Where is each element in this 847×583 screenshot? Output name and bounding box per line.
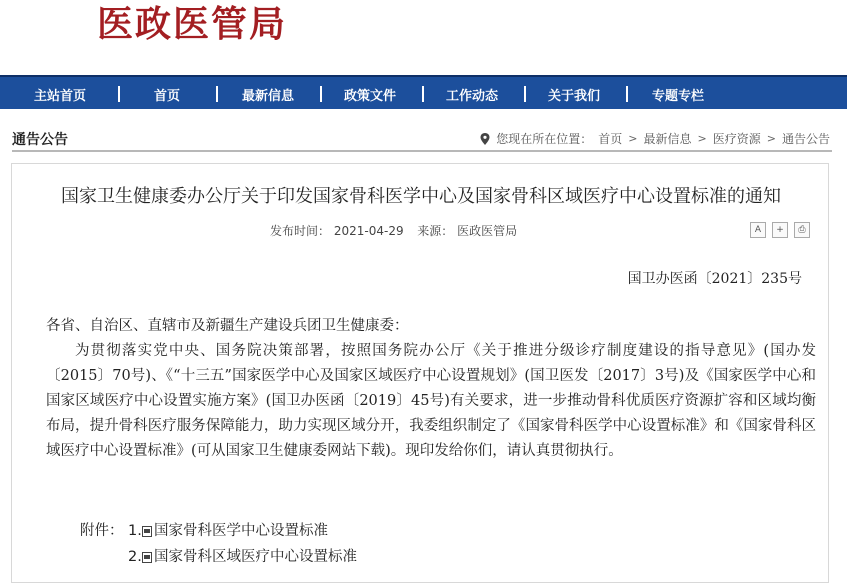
publish-label: 发布时间： (270, 224, 331, 238)
publish-date: 2021-04-29 (333, 224, 404, 238)
print-icon[interactable]: ⎙ (794, 222, 810, 238)
article-title: 国家卫生健康委办公厅关于印发国家骨科医学中心及国家骨科区域医疗中心设置标准的通知 (61, 186, 781, 207)
nav-separator (626, 86, 628, 102)
nav-item-main-home[interactable]: 主站首页 (34, 89, 87, 104)
article-container (11, 163, 829, 583)
nav-item-policy[interactable]: 政策文件 (344, 89, 397, 104)
nav-item-about[interactable]: 关于我们 (548, 89, 601, 104)
breadcrumb-item-latest[interactable]: 最新信息 (643, 132, 692, 146)
attachment-number: 2. (128, 549, 142, 565)
breadcrumb-arrow-icon: > (628, 132, 638, 145)
source-label: 来源： (417, 224, 454, 238)
article-body (46, 314, 816, 464)
breadcrumb-item-resources[interactable]: 医疗资源 (712, 132, 761, 146)
document-icon (142, 526, 152, 537)
breadcrumb-arrow-icon: > (697, 132, 707, 145)
nav-separator (422, 86, 424, 102)
breadcrumb-prefix: 您现在所在位置： (496, 132, 593, 146)
main-nav (0, 75, 847, 109)
attachment-row (80, 518, 357, 544)
document-number: 国卫办医函〔2021〕235号 (627, 271, 802, 287)
attachment-link-2[interactable]: 国家骨科区域医疗中心设置标准 (154, 549, 357, 565)
document-icon (142, 552, 152, 563)
section-title: 通告公告 (12, 132, 68, 148)
breadcrumb-arrow-icon: > (766, 132, 776, 145)
breadcrumb-item-home[interactable]: 首页 (598, 132, 623, 146)
main-paragraph: 为贯彻落实党中央、国务院决策部署，按照国务院办公厅《关于推进分级诊疗制度建设的指导意见》(国办发〔2015〕70号)、《“十三五”国家医学中心及国家区域医疗中心设置规划》(国卫医发〔2017〕3号)及《国家医学中心和国家区域医疗中心设置实施方案》(国卫办医函〔2019〕45号)有关要求，进一步推动骨科优质医疗资源扩容和区域均衡布局，提升骨科医疗服务保障能力，助力实现区域分开，我委组织制定了《国家骨科医学中心设置标准》和《国家骨科区域医疗中心设置标准》(可从国家卫生健康委网站下载)。现印发给你们，请认真贯彻执行。 (46, 343, 816, 459)
salutation: 各省、自治区、直辖市及新疆生产建设兵团卫生健康委： (46, 318, 409, 334)
nav-item-latest[interactable]: 最新信息 (242, 89, 295, 104)
nav-separator (118, 86, 120, 102)
nav-separator (216, 86, 218, 102)
article-meta (270, 222, 517, 239)
nav-item-work[interactable]: 工作动态 (446, 89, 499, 104)
nav-item-home[interactable]: 首页 (154, 89, 181, 104)
font-size-icon[interactable]: A (750, 222, 766, 238)
attachments-label: 附件： (80, 523, 124, 539)
attachment-number: 1. (128, 523, 142, 539)
nav-separator (524, 86, 526, 102)
breadcrumb-item-notices[interactable]: 通告公告 (781, 132, 830, 146)
location-pin-icon (480, 133, 490, 145)
source-value: 医政医管局 (457, 224, 518, 238)
zoom-in-icon[interactable]: + (772, 222, 788, 238)
article-tools (750, 222, 810, 238)
location-bar (12, 126, 832, 152)
nav-separator (320, 86, 322, 102)
nav-item-topics[interactable]: 专题专栏 (652, 89, 705, 104)
attachments (80, 518, 357, 570)
breadcrumb (480, 130, 830, 147)
site-logo[interactable]: 医政医管局 (97, 3, 288, 45)
attachment-link-1[interactable]: 国家骨科医学中心设置标准 (154, 523, 328, 539)
attachment-row (80, 544, 357, 570)
